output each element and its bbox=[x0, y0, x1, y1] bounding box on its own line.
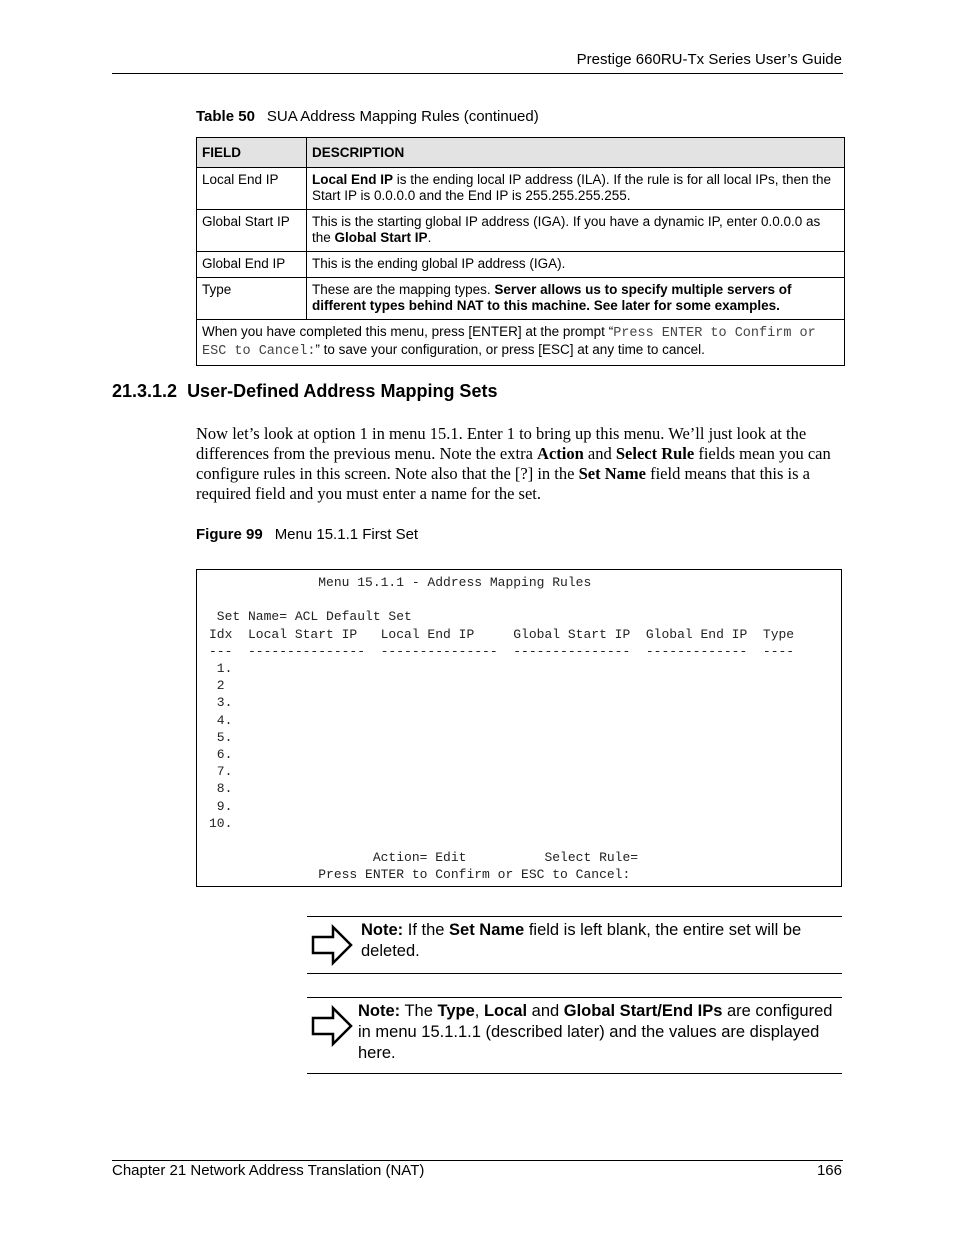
field-cell: Global Start IP bbox=[197, 210, 307, 252]
bold-term: Global Start/End IPs bbox=[563, 1002, 723, 1020]
right-arrow-outline-icon bbox=[309, 923, 355, 967]
terminal-text: Menu 15.1.1 - Address Mapping Rules Set Name= ACL Default Set Idx Local Start IP Local End IP Global Start IP Global End IP Type --- --------------- --------------- --------------- ------------- ---- 1. 2 3. 4. 5. 6. 7. 8. 9. 10. Action= Edit Select Rule= Press ENTER to Confirm or ESC to Cancel: bbox=[209, 575, 795, 883]
section-number: 21.3.1.2 bbox=[112, 381, 178, 401]
description-text: This is the starting global IP address (IGA). If you have a dynamic IP, enter 0.0.0.0 as the bbox=[312, 214, 821, 245]
description-text: is the ending local IP address (ILA). If the rule is for all local IPs, then the Start IP is 0.0.0.0 and the End IP is 255.255.255.255. bbox=[312, 172, 831, 203]
sua-mapping-rules-table bbox=[196, 137, 845, 366]
body-paragraph bbox=[196, 424, 842, 504]
bold-term: Local End IP bbox=[312, 172, 394, 187]
column-header-description: DESCRIPTION bbox=[307, 138, 845, 168]
table-footer-cell bbox=[197, 320, 845, 366]
figure-caption-label: Figure 99 bbox=[196, 526, 263, 543]
note-box bbox=[307, 997, 842, 1074]
description-cell: This is the ending global IP address (IGA). bbox=[307, 252, 845, 278]
paragraph-text: Now let’s look at option 1 in menu 15.1. Enter 1 to bring up this menu. We’ll just look at the differences from the previous menu. Note the extra bbox=[196, 424, 807, 463]
terminal-screen bbox=[196, 569, 842, 887]
description-cell bbox=[307, 168, 845, 210]
footer-text: ” to save your configuration, or press [ESC] at any time to cancel. bbox=[315, 342, 705, 357]
table-caption-title: SUA Address Mapping Rules (continued) bbox=[266, 108, 539, 125]
table-row bbox=[197, 210, 845, 252]
table-footer-row bbox=[197, 320, 845, 366]
section-heading bbox=[112, 381, 497, 402]
prompt-text: Press ENTER to Confirm or ESC to Cancel: bbox=[202, 326, 816, 359]
field-cell: Type bbox=[197, 278, 307, 320]
footer-chapter: Chapter 21 Network Address Translation (NAT) bbox=[112, 1162, 425, 1179]
section-title: User-Defined Address Mapping Sets bbox=[187, 381, 498, 401]
note-label: Note: bbox=[358, 1002, 401, 1020]
page-number: 166 bbox=[816, 1162, 842, 1179]
bold-term: Set Name bbox=[578, 464, 646, 483]
table-caption-label: Table 50 bbox=[196, 108, 255, 125]
description-text: . bbox=[427, 230, 432, 245]
figure-caption-title: Menu 15.1.1 First Set bbox=[274, 526, 419, 543]
note-body: If the bbox=[403, 921, 450, 939]
note-text bbox=[358, 1001, 842, 1064]
note-label: Note: bbox=[361, 921, 404, 939]
note-text bbox=[361, 920, 836, 962]
note-body: , bbox=[474, 1002, 484, 1020]
column-header-field: FIELD bbox=[197, 138, 307, 168]
footer-divider bbox=[112, 1160, 843, 1161]
bold-term: Server allows us to specify multiple servers of different types behind NAT to this machine. See later for some examples. bbox=[312, 282, 792, 313]
bold-term: Local bbox=[483, 1002, 528, 1020]
field-cell: Local End IP bbox=[197, 168, 307, 210]
field-cell: Global End IP bbox=[197, 252, 307, 278]
note-box bbox=[307, 916, 842, 974]
paragraph-text: field means that this is a required field and you must enter a name for the set. bbox=[196, 464, 811, 503]
note-body: and bbox=[527, 1002, 564, 1020]
paragraph-text: fields mean you can configure rules in this screen. Note also that the [?] in the bbox=[196, 444, 831, 483]
bold-term: Select Rule bbox=[615, 444, 695, 463]
note-body: are configured in menu 15.1.1.1 (described later) and the values are displayed here. bbox=[358, 1002, 833, 1062]
description-text: These are the mapping types. bbox=[312, 282, 495, 297]
description-cell bbox=[307, 278, 845, 320]
table-caption bbox=[196, 108, 539, 125]
header-divider bbox=[112, 73, 843, 74]
footer-text: When you have completed this menu, press [ENTER] at the prompt “ bbox=[202, 324, 614, 339]
running-header: Prestige 660RU-Tx Series User’s Guide bbox=[576, 51, 842, 68]
bold-term: Set Name bbox=[449, 921, 525, 939]
paragraph-text: and bbox=[583, 444, 616, 463]
table-row bbox=[197, 252, 845, 278]
description-cell bbox=[307, 210, 845, 252]
table-header-row bbox=[197, 138, 845, 168]
note-body: field is left blank, the entire set will be deleted. bbox=[361, 921, 802, 960]
right-arrow-outline-icon bbox=[309, 1004, 355, 1048]
table-row bbox=[197, 278, 845, 320]
bold-term: Action bbox=[537, 444, 584, 463]
note-body: The bbox=[400, 1002, 438, 1020]
table-row bbox=[197, 168, 845, 210]
bold-term: Type bbox=[437, 1002, 475, 1020]
figure-caption bbox=[196, 526, 418, 543]
bold-term: Global Start IP bbox=[334, 230, 428, 245]
